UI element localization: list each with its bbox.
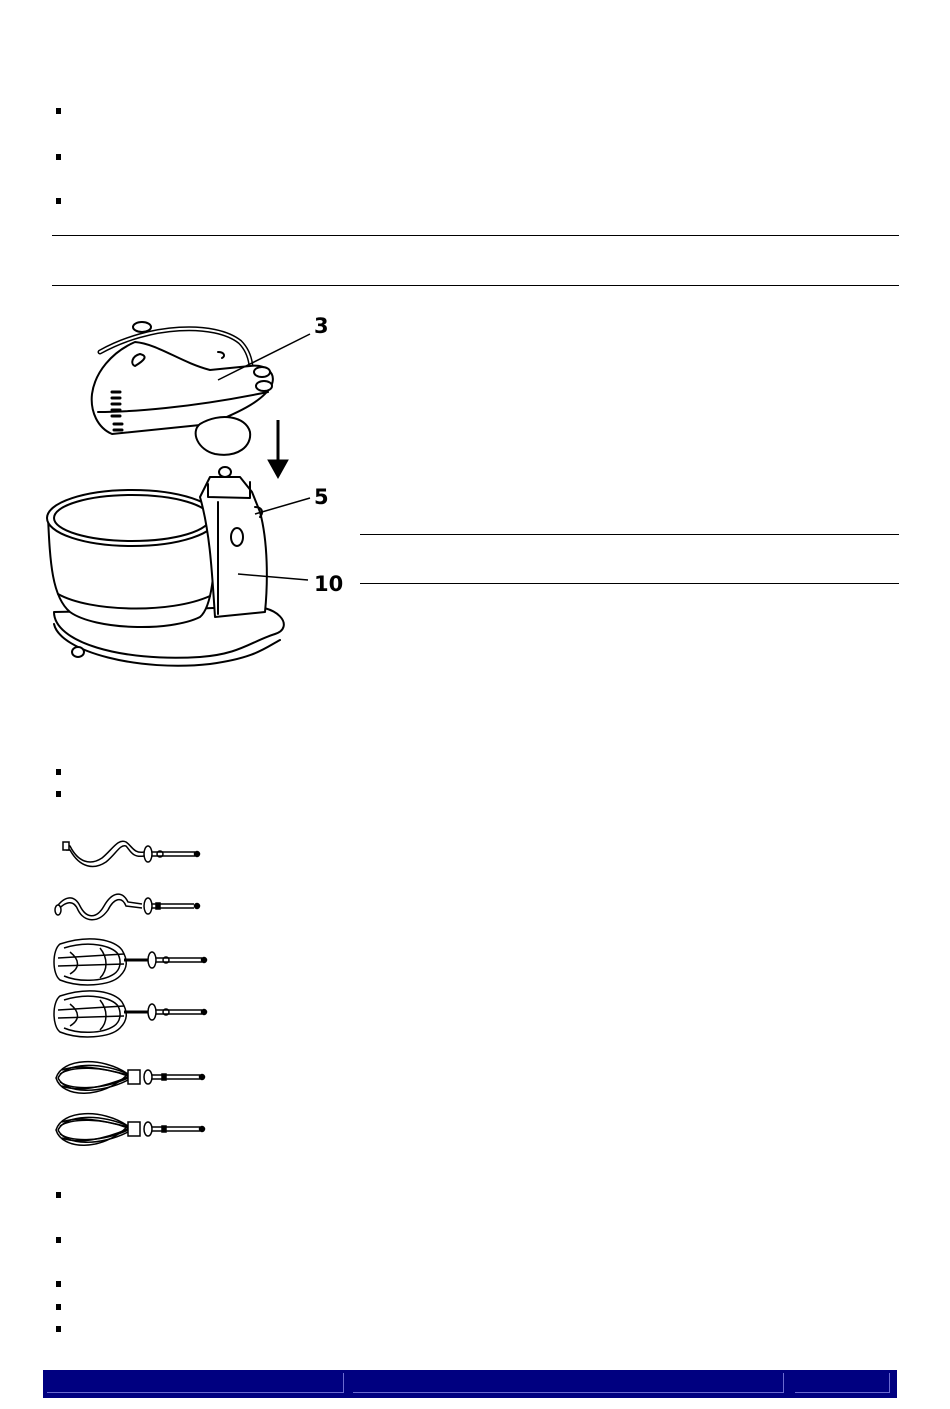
mid-bullet-2	[56, 791, 61, 797]
callout-5: 5	[314, 485, 329, 509]
beater-2-illustration	[50, 986, 215, 1041]
mid-bullet-1	[56, 769, 61, 775]
figure-rule-2	[360, 583, 899, 584]
top-bullet-2	[56, 154, 61, 160]
dough-hook-2-illustration	[52, 884, 212, 924]
callout-3: 3	[314, 314, 329, 338]
bottom-bullet-2	[56, 1237, 61, 1243]
section-rule-top	[52, 235, 899, 236]
dough-hook-1-illustration	[60, 832, 210, 872]
top-bullet-1	[56, 108, 61, 114]
callout-10: 10	[314, 572, 344, 596]
footer-center-cell	[353, 1373, 784, 1393]
page-footer	[43, 1370, 897, 1398]
section-rule-bottom	[52, 285, 899, 286]
bottom-bullet-3	[56, 1281, 61, 1287]
bottom-bullet-4	[56, 1304, 61, 1310]
whisk-1-illustration	[52, 1054, 212, 1104]
beater-1-illustration	[50, 934, 215, 989]
whisk-2-illustration	[52, 1106, 212, 1156]
bottom-bullet-1	[56, 1192, 61, 1198]
top-bullet-3	[56, 198, 61, 204]
footer-left-cell	[47, 1373, 344, 1393]
figure-rule-1	[360, 534, 899, 535]
footer-right-cell	[795, 1373, 890, 1393]
bottom-bullet-5	[56, 1326, 61, 1332]
stand-mixer-illustration	[40, 312, 350, 677]
